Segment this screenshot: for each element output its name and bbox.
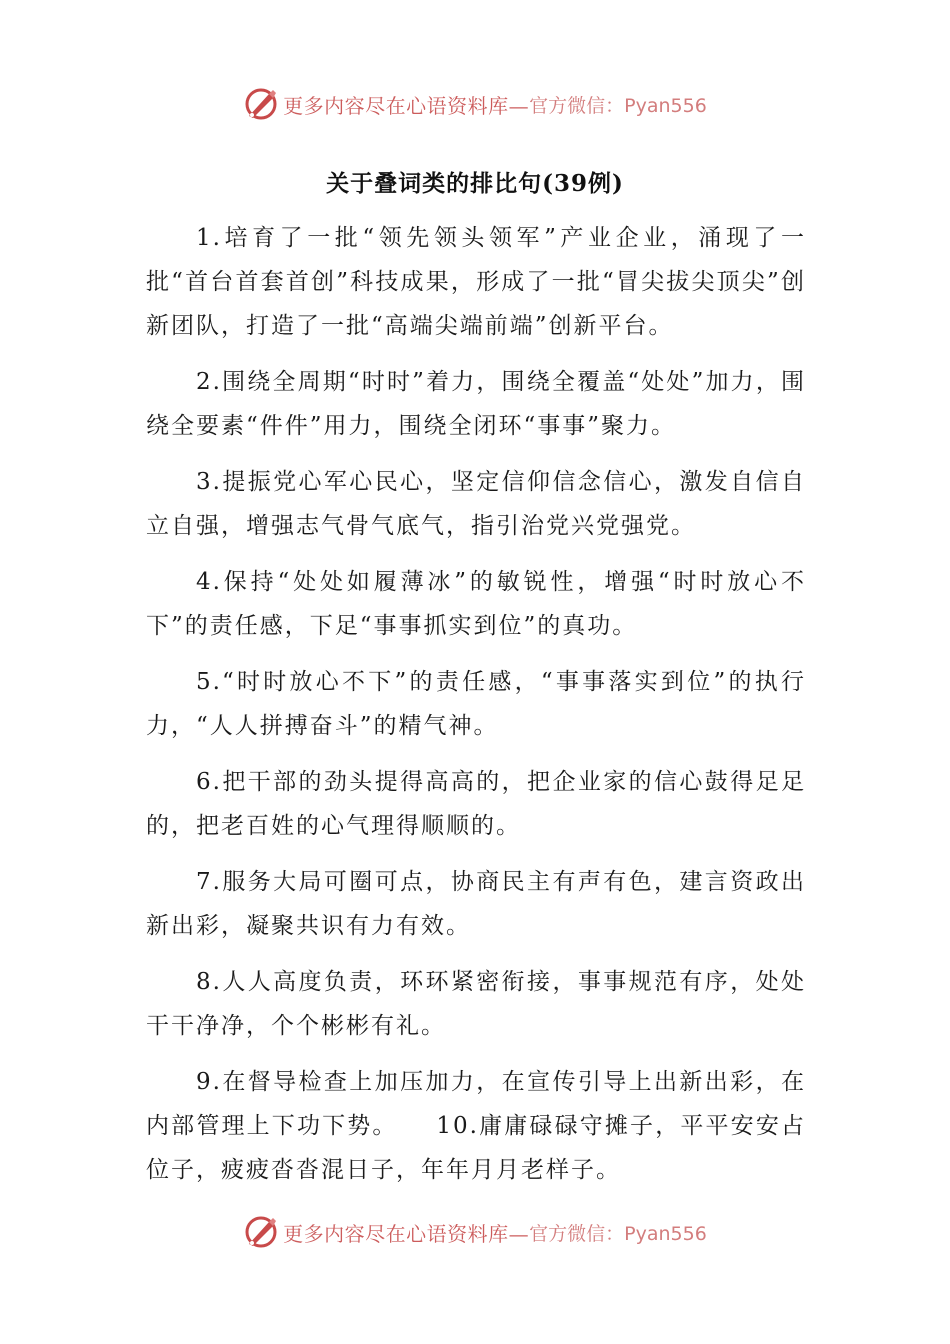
paragraph-7: 7.服务大局可圈可点，协商民主有声有色，建言资政出新出彩，凝聚共识有力有效。 — [146, 869, 806, 939]
paragraph-6: 6.把干部的劲头提得高高的，把企业家的信心鼓得足足的，把老百姓的心气理得顺顺的。 — [146, 769, 806, 839]
banner-wechat: 官方微信：Pyan556 — [529, 1222, 707, 1245]
paragraph-2: 2.围绕全周期“时时”着力，围绕全覆盖“处处”加力，围绕全要素“件件”用力，围绕全闭环“事事”聚力。 — [146, 369, 806, 439]
paragraph-4: 4.保持“处处如履薄冰”的敏锐性，增强“时时放心不下”的责任感，下足“事事抓实到位”的真功。 — [146, 569, 806, 639]
document-body — [146, 216, 806, 1204]
banner-wechat: 官方微信：Pyan556 — [529, 94, 707, 117]
paragraph-3: 3.提振党心军心民心，坚定信仰信念信心，激发自信自立自强，增强志气骨气底气，指引治党兴党强党。 — [146, 469, 806, 539]
pen-logo-icon — [243, 86, 279, 122]
paragraph-9: 9.在督导检查上加压加力，在宣传引导上出新出彩，在内部管理上下功下势。 10.庸庸碌碌守摊子，平平安安占位子，疲疲沓沓混日子，年年月月老样子。 — [146, 1069, 806, 1183]
paragraph-1: 1.培育了一批“领先领头领军”产业企业，涌现了一批“首台首套首创”科技成果，形成了一批“冒尖拔尖顶尖”创新团队，打造了一批“高端尖端前端”创新平台。 — [146, 225, 806, 339]
banner-text: 更多内容尽在心语资料库— — [283, 1221, 530, 1246]
header-banner — [0, 82, 950, 126]
footer-banner — [0, 1210, 950, 1254]
pen-logo-icon — [243, 1214, 279, 1250]
banner-text: 更多内容尽在心语资料库— — [283, 93, 530, 118]
document-title: 关于叠词类的排比句(39例) — [326, 170, 624, 197]
paragraph-5: 5.“时时放心不下”的责任感，“事事落实到位”的执行力，“人人拼搏奋斗”的精气神。 — [146, 669, 806, 739]
paragraph-8: 8.人人高度负责，环环紧密衔接，事事规范有序，处处干干净净，个个彬彬有礼。 — [146, 969, 806, 1039]
